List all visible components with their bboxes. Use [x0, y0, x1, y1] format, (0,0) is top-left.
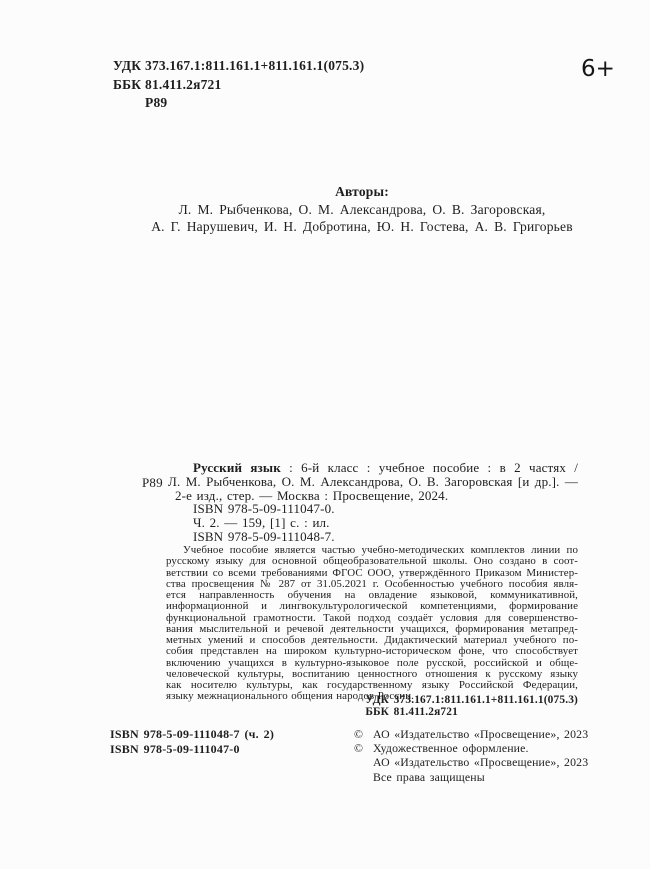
author-sign: Р89: [145, 95, 168, 110]
annotation-line: ется направленность обучения на овладение языковой, коммуникативной,: [166, 589, 578, 601]
bbk-value: 81.411.2я721: [145, 76, 222, 92]
book-title: Русский язык: [193, 460, 281, 475]
annotation-line: метных умений и способов деятельности. Дидактический материал учебного по-: [166, 634, 578, 646]
catalog-authors-line: Л. М. Рыбченкова, О. М. Александрова, О. В. Загоровская [и др.]. —: [168, 473, 578, 489]
authors-line: Л. М. Рыбченкова, О. М. Александрова, О. В. Загоровская,: [178, 201, 546, 217]
annotation-line: русскому языку для основной общеобразовательной школы. Оно создано в соот-: [166, 555, 578, 568]
copyright-line: [354, 727, 588, 741]
copyright-symbol: ©: [354, 727, 364, 741]
bbk-footer-line: ББК 81.411.2я721: [365, 705, 458, 718]
bbk-row: [113, 76, 364, 95]
bbk-label: ББК: [113, 76, 142, 92]
annotation-line: функциональной грамотности. Такой подход создаёт условия для совершенство-: [166, 611, 578, 624]
udc-footer-line: УДК 373.167.1:811.161.1+811.161.1(075.3): [365, 694, 578, 706]
age-rating-badge: 6+: [581, 56, 615, 82]
authors-block: [110, 183, 614, 236]
copyright-text: Все права защищены: [373, 769, 485, 784]
copyright-text: АО «Издательство «Просвещение», 2023: [373, 727, 589, 741]
copyright-line: [354, 741, 588, 755]
annotation-line: как носителю культуры, как государственному языку Российской Федерации,: [166, 679, 578, 691]
copyright-block: [354, 727, 588, 784]
copyright-line: [354, 770, 588, 784]
annotation-paragraph: [166, 545, 578, 703]
isbn-part2-line: ISBN 978-5-09-111048-7.: [193, 528, 335, 544]
authors-line: А. Г. Нарушевич, И. Н. Добротина, Ю. Н. Гостева, А. В. Григорьев: [151, 219, 573, 234]
author-sign-row: [113, 94, 364, 113]
isbn-part1-line: ISBN 978-5-09-111047-0.: [193, 501, 335, 517]
copyright-line: [354, 755, 588, 769]
copyright-text: Художественное оформление.: [373, 741, 529, 756]
catalog-edition-line: 2-е изд., стер. — Москва : Просвещение, 2024.: [175, 487, 449, 503]
udc-value: 373.167.1:811.161.1+811.161.1(075.3): [145, 58, 365, 73]
annotation-line: человеческой культуры, воспитанию ценностного отношения к русскому языку: [166, 667, 578, 680]
isbn-line: ISBN 978-5-09-111048-7 (ч. 2): [110, 727, 275, 741]
udc-row: [113, 57, 364, 76]
annotation-line: ветствии со всеми требованиями ФГОС ООО, утверждённого Приказом Министер-: [166, 566, 578, 579]
copyright-text: АО «Издательство «Просвещение», 2023: [373, 755, 589, 770]
copyright-symbol: ©: [354, 741, 364, 756]
udc-bbk-block: [113, 57, 364, 113]
part-info-line: Ч. 2. — 159, [1] с. : ил.: [193, 515, 330, 531]
catalog-title-rest: : 6-й класс : учебное пособие : в 2 частях /: [280, 460, 579, 475]
catalog-card: [168, 461, 578, 544]
annotation-line: ства просвещения № 287 от 31.05.2021 г. Особенностью учебного пособия явля-: [166, 577, 578, 590]
authors-heading: Авторы:: [335, 184, 389, 199]
isbn-line: ISBN 978-5-09-111047-0: [110, 742, 240, 756]
udc-bbk-footer: [365, 695, 578, 719]
isbn-block: [110, 727, 274, 757]
annotation-line: Учебное пособие является частью учебно-методических комплектов линии по: [183, 544, 578, 556]
annotation-line: языку межнационального общения народов России.: [166, 690, 414, 703]
annotation-line: вания мыслительной и речевой деятельности учащихся, формирования метапред-: [166, 622, 578, 635]
annotation-line: собия представлен на широком культурно-историческом фоне, что способствует: [166, 645, 578, 658]
catalog-title-line: [168, 461, 578, 475]
catalog-author-sign: Р89: [142, 475, 163, 490]
udc-label: УДК: [113, 58, 142, 73]
annotation-line: информационной и лингвокультурологической компетенциями, формирование: [166, 600, 578, 613]
annotation-line: включению учащихся в культурно-языковое поле русской, российской и обще-: [166, 656, 578, 669]
